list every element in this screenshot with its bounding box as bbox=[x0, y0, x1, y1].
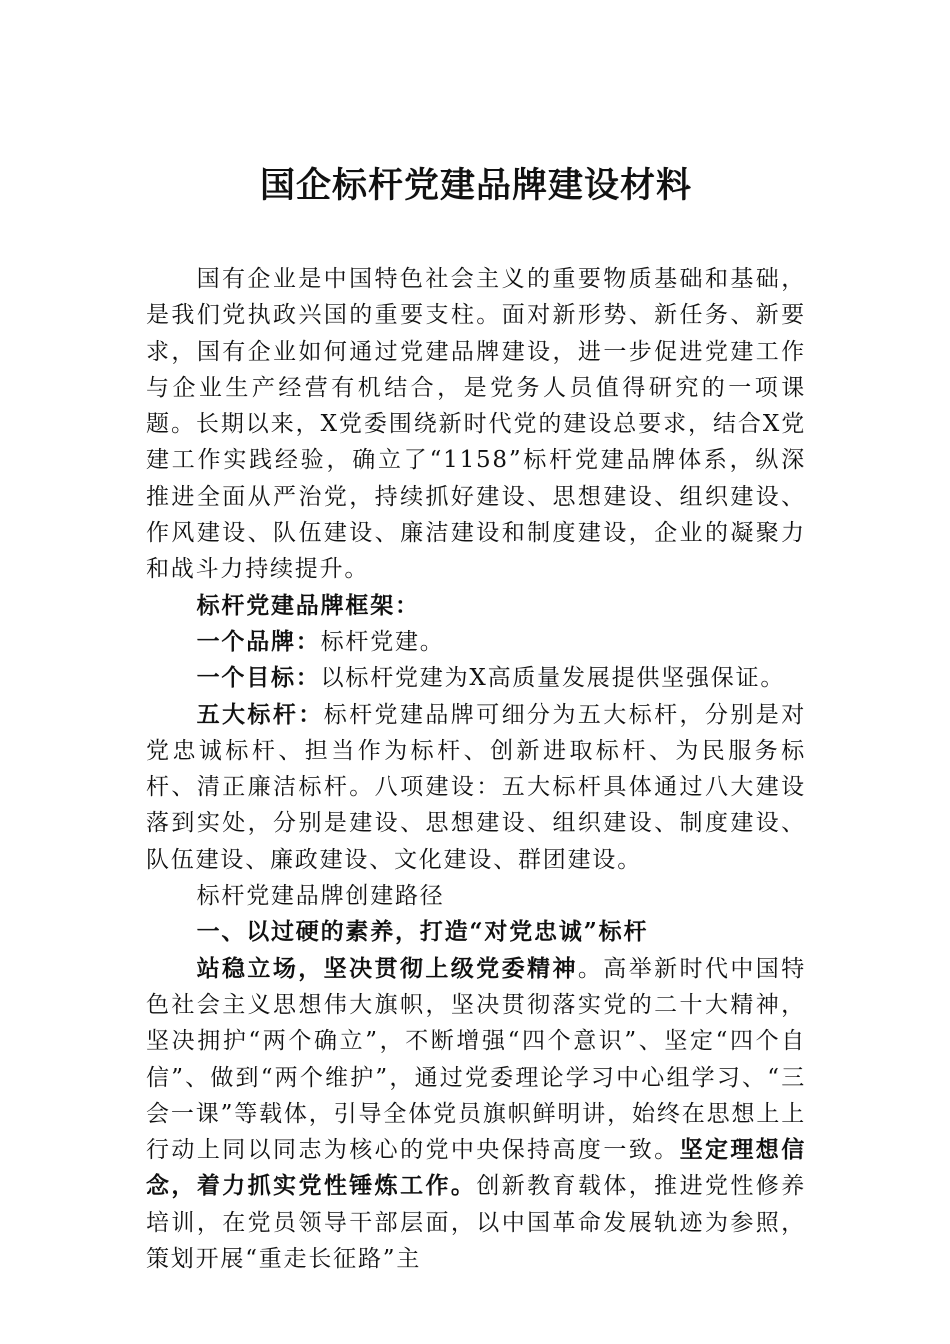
path-heading: 标杆党建品牌创建路径 bbox=[196, 883, 445, 910]
intro-paragraph: 国有企业是中国特色社会主义的重要物质基础和基础，是我们党执政兴国的重要支柱。面对新形势、新任务、新要求，国有企业如何通过党建品牌建设，进一步促进党建工作与企业生产经营有机结合，是党务人员值得研究的一项课题。长期以来，X党委围绕新时代党的建设总要求，结合X党建工作实践经验，确立了“1158”标杆党建品牌体系，纵深推进全面从严治党，持续抓好建设、思想建设、组织建设、作风建设、队伍建设、廉洁建设和制度建设，企业的凝聚力和战斗力持续提升。 bbox=[146, 266, 806, 583]
goal-text: 以标杆党建为X高质量发展提供坚强保证。 bbox=[320, 665, 786, 692]
five-benchmarks-paragraph bbox=[146, 697, 806, 878]
document-page bbox=[146, 0, 806, 1277]
section-1-lead-2: 坚定理想信念，着力抓实党性锤炼工作。 bbox=[146, 1136, 806, 1200]
brand-paragraph bbox=[146, 624, 806, 660]
section-1-heading: 一、以过硬的素养，打造“对党忠诚”标杆 bbox=[196, 918, 649, 946]
brand-label: 一个品牌： bbox=[196, 627, 321, 655]
goal-label: 一个目标： bbox=[196, 664, 321, 692]
document-body bbox=[146, 261, 806, 1277]
document-title: 国企标杆党建品牌建设材料 bbox=[259, 165, 692, 206]
section-1-lead: 站稳立场，坚决贯彻上级党委精神 bbox=[196, 954, 578, 982]
section-1-paragraph bbox=[146, 951, 806, 1278]
brand-text: 标杆党建。 bbox=[320, 628, 445, 655]
section-1-text: 。高举新时代中国特色社会主义思想伟大旗帜，坚决贯彻落实党的二十大精神，坚决拥护“两个确立”，不断增强“四个意识”、坚定“四个自信”、做到“两个维护”，通过党委理论学习中心组学习、“三会一课”等载体，引导全体党员旗帜鲜明讲，始终在思想上上行动上同以同志为核心的党中央保持高度一致。 bbox=[146, 955, 806, 1164]
five-benchmarks-text: 标杆党建品牌可细分为五大标杆，分别是对党忠诚标杆、担当作为标杆、创新进取标杆、为民服务标杆、清正廉洁标杆。八项建设：五大标杆具体通过八大建设落到实处，分别是建设、思想建设、组织建设、制度建设、队伍建设、廉政建设、文化建设、群团建设。 bbox=[146, 701, 807, 873]
section-1-text-2: 创新教育载体，推进党性修养培训，在党员领导干部层面，以中国革命发展轨迹为参照，策划开展“重走长征路”主 bbox=[146, 1173, 807, 1273]
five-benchmarks-label: 五大标杆： bbox=[196, 700, 324, 728]
goal-paragraph bbox=[146, 660, 806, 696]
framework-heading: 标杆党建品牌框架： bbox=[196, 591, 420, 619]
